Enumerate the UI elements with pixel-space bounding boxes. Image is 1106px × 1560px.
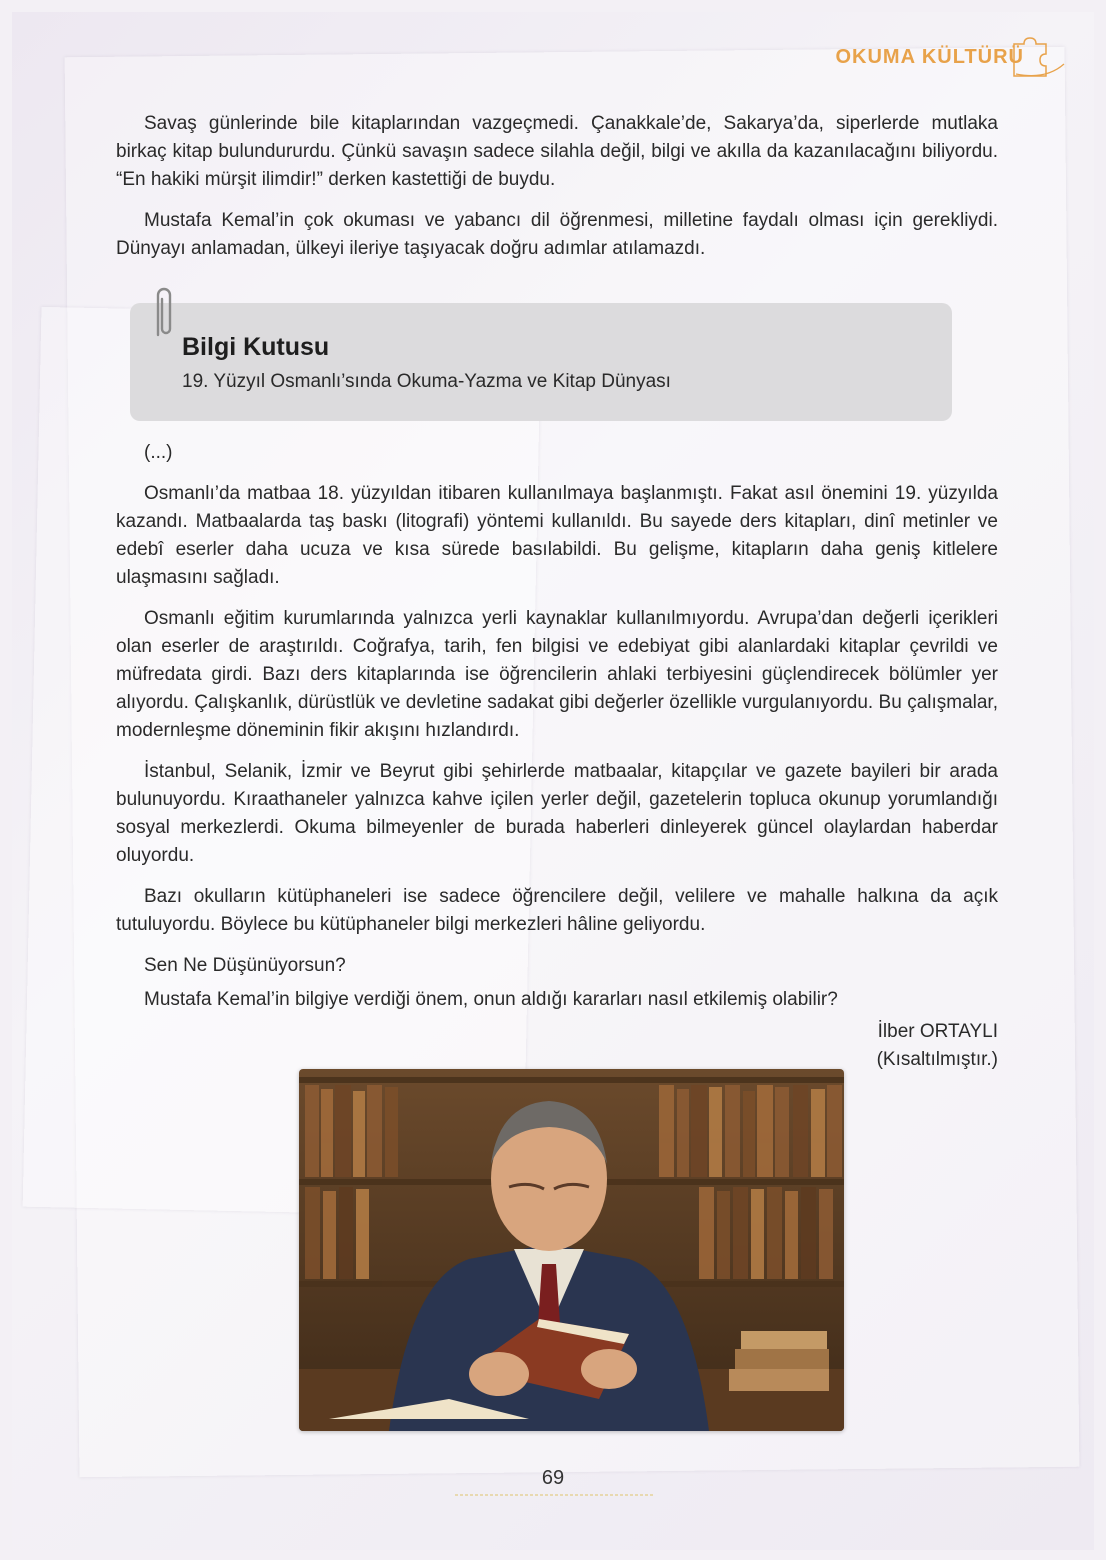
- ellipsis: (...): [144, 442, 173, 463]
- paragraph: Bazı okulların kütüphaneleri ise sadece öğrencilere değil, velilere ve mahalle halkına da açık tutuluyordu. Böylece bu kütüphaneler bilgi merkezleri hâline geliyordu.: [116, 886, 998, 935]
- paragraph: Osmanlı’da matbaa 18. yüzyıldan itibaren kullanılmaya başlanmıştı. Fakat asıl önemini 19. yüzyılda kazandı. Matbaalarda taş baskı (litografi) yöntemi kullanıldı. Bu sayede ders kitapları, dinî metinler ve edebî eserler daha ucuza ve kısa sürede basılabildi. Bu gelişme, kitapların daha geniş kitlelere ulaşmasını sağladı.: [116, 483, 998, 588]
- paragraph: Savaş günlerinde bile kitaplarından vazgeçmedi. Çanakkale’de, Sakarya’da, siperlerde mutlaka birkaç kitap bulundururdu. Çünkü savaşın sadece silahla değil, bilgi ve akılla da kazanılacağını biliyordu. “En hakiki mürşit ilimdir!” derken kastettiği de buydu.: [116, 113, 998, 190]
- page-number: 69: [541, 1467, 565, 1489]
- info-box-subtitle: 19. Yüzyıl Osmanlı’sında Okuma-Yazma ve Kitap Dünyası: [182, 371, 671, 392]
- question-heading: Sen Ne Düşünüyorsun?: [144, 955, 346, 976]
- info-box-title: Bilgi Kutusu: [182, 333, 330, 361]
- paragraph: Osmanlı eğitim kurumlarında yalnızca yerli kaynaklar kullanılmıyordu. Avrupa’dan değerli içerikleri olan eserler de araştırıldı. Coğrafya, tarih, fen bilgisi ve edebiyat gibi alanlardaki kitaplar çevrildi ve müfredata girdi. Bazı ders kitaplarında ise öğrencilerin ahlaki terbiyesini güçlendirecek bölümler yer alıyordu. Çalışkanlık, dürüstlük ve devletine sadakat gibi değerler özellikle vurgulanıyordu. Bu çalışmalar, modernleşme döneminin fikir akışını hızlandırdı.: [116, 608, 998, 741]
- signature-author: İlber ORTAYLI: [877, 1021, 998, 1042]
- main-content: [116, 110, 998, 1074]
- info-box: [130, 303, 952, 421]
- paragraph: Mustafa Kemal’in çok okuması ve yabancı dil öğrenmesi, milletine faydalı olması için gerekliydi. Dünyayı anlamadan, ülkeyi ileriye taşıyacak doğru adımlar atılamazdı.: [116, 210, 998, 259]
- paragraph: İstanbul, Selanik, İzmir ve Beyrut gibi şehirlerde matbaalar, kitapçılar ve gazete bayileri bir arada bulunuyordu. Kıraathaneler yalnızca kahve içilen yerler değil, gazetelerin topluca okunup yorumlandığı sosyal merkezlerdi. Okuma bilmeyenler de burada haberleri dinleyerek güncel olaylardan haberdar oluyordu.: [116, 761, 998, 866]
- footer-divider: [455, 1494, 655, 1496]
- reading-man-illustration: [299, 1069, 844, 1431]
- puzzle-piece-icon: [1006, 34, 1066, 82]
- signature-note: (Kısaltılmıştır.): [876, 1049, 998, 1070]
- paperclip-icon: [150, 285, 174, 341]
- question: Mustafa Kemal’in bilgiye verdiği önem, onun aldığı kararları nasıl etkilemiş olabilir?: [144, 989, 838, 1010]
- page: [12, 12, 1094, 1550]
- section-header: OKUMA KÜLTÜRÜ: [835, 46, 1024, 68]
